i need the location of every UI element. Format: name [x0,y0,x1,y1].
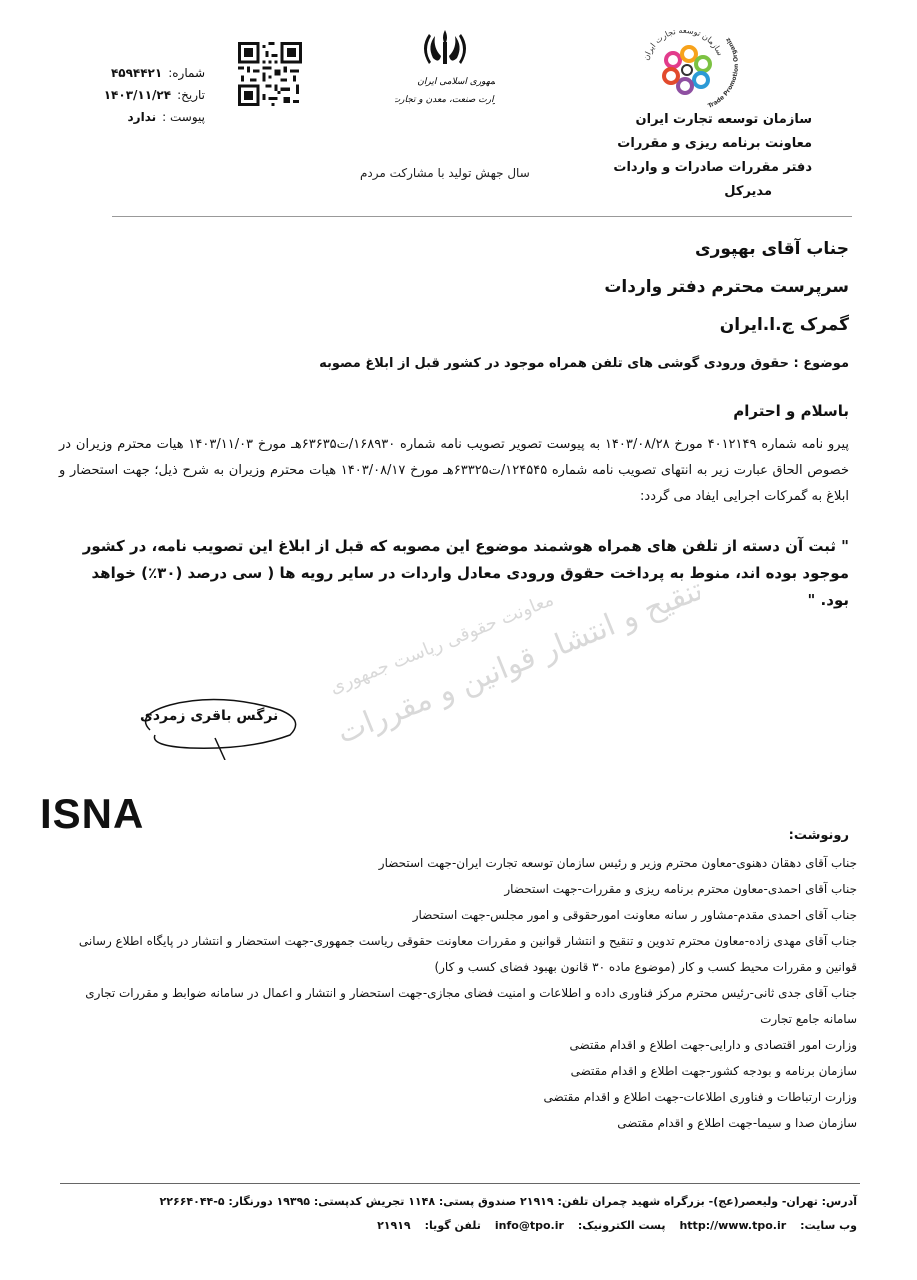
phone-label: تلفن گویا: [424,1219,481,1232]
recipient-org: گمرک ج.ا.ایران [719,315,849,335]
footer-divider [60,1183,860,1184]
attachment-value: ندارد [127,110,157,124]
cc-item: جناب آقای احمدی مقدم-مشاور ر سانه معاونت امورحقوقی و امور مجلس-جهت استحضار [412,908,857,922]
org-office: دفتر مقررات صادرات و واردات [613,160,812,175]
watermark-stamp [300,560,700,800]
signer-name: نرگس باقری زمردی [140,708,279,724]
cc-item: جناب آقای احمدی-معاون محترم برنامه ریزی و مقررات-جهت استحضار [504,882,857,896]
logo-text-en: Trade Promoti rganiz [706,36,739,110]
footer-contacts [57,1214,857,1238]
qr-code [238,42,302,106]
letter-date-row [75,84,205,106]
emblem-icon [424,30,466,64]
cc-item: جناب آقای مهدی زاده-معاون محترم تدوین و تنقیح و انتشار قوانین و مقررات معاونت حقوقی ریاست جمهوری-جهت استحضار و انتشار در پایگاه اطلاع رسانی قوانین و مقررات محیط کسب و کار (موضوع ماده ۳۰ قانون بهبود فضای کسب و کار) [78,934,857,974]
isna-watermark: ISNA [40,790,145,837]
signature-scribble [130,690,310,760]
website-label: وب سایت: [800,1219,857,1232]
watermark-text-2: معاونت حقوقی ریاست جمهوری [326,589,557,699]
emblem-line2: وزارت صنعت، معدن و تجارت [395,95,495,105]
footer [57,1190,857,1238]
cc-item: وزارت امور اقتصادی و دارایی-جهت اطلاع و اقدام مقتضی [569,1038,857,1052]
number-value: ۴۵۹۴۴۲۱ [110,66,163,80]
watermark-text: تنقیح و انتشار قوانین و مقررات [332,572,700,752]
date-label: تاریخ: [177,88,205,102]
cc-item: سازمان صدا و سیما-جهت اطلاع و اقدام مقتضی [617,1116,857,1130]
letter-meta [75,62,205,128]
greeting: باسلام و احترام [733,402,849,420]
org-header [552,108,812,204]
cc-item: جناب آقای جدی ثانی-رئیس محترم مرکز فناوری داده و اطلاعات و امنیت فضای مجازی-جهت استحضار و انتشار و اعمال در سامانه ضوابط و مقررات تجاری سامانه جامع تجارت [85,986,857,1026]
national-emblem [395,22,495,132]
tpo-logo [629,8,739,118]
emblem-line1: جمهوری اسلامی ایران [417,77,495,87]
org-title: مدیرکل [724,184,772,199]
email-label: پست الکترونیک: [577,1219,666,1232]
recipient-title: سرپرست محترم دفتر واردات [604,277,849,297]
letter-body: پیرو نامه شماره ۴۰۱۲۱۴۹ مورخ ۱۴۰۳/۰۸/۲۸ به پیوست تصویر تصویب نامه شماره ۱۶۸۹۳۰/ت۶۳۶۳۵هـ مورخ ۱۴۰۳/۱۱/۰۳ هیات محترم وزیران در خصوص الحاق عبارت زیر به انتهای تصویب نامه شماره ۱۲۴۵۴۵/ت۶۳۳۲۵هـ مورخ ۱۴۰۳/۰۸/۱۷ هیات محترم وزیران به شرح ذیل؛ جهت استحضار و ابلاغ به گمرکات اجرایی ایفاد می گردد: [59,437,849,504]
letter-number-row [75,62,205,84]
letter-subject: موضوع : حقوق ورودی گوشی های تلفن همراه موجود در کشور قبل از ابلاغ مصوبه [319,356,849,371]
cc-list [57,850,857,1136]
cc-item: وزارت ارتباطات و فناوری اطلاعات-جهت اطلاع و اقدام مقتضی [543,1090,857,1104]
letter-attachment-row [75,106,205,128]
recipient-name: جناب آقای بهپوری [695,239,849,259]
date-value: ۱۴۰۳/۱۱/۲۴ [103,88,172,102]
resolution-quote: " ثبت آن دسته از تلفن های همراه هوشمند موضوع این مصوبه که قبل از ابلاغ این تصویب نامه، در کشور موجود بوده اند، منوط به پرداخت حقوق ورودی معادل واردات در سایر رویه ها ( سی درصد (۳۰٪) خواهد بود. " [82,537,849,609]
year-slogan: سال جهش تولید با مشارکت مردم [360,166,530,180]
header-divider [112,216,852,217]
number-label: شماره: [168,66,205,80]
email-link[interactable]: info@tpo.ir [494,1219,564,1232]
footer-address: آدرس: تهران- ولیعصر(عج)- بزرگراه شهید چمران تلفن: ۲۱۹۱۹ صندوق پستی: ۱۱۴۸ تجریش کدپستی: ۱۹۳۹۵ دورنگار: ۵-۲۲۶۶۴۰۴۴ [159,1195,857,1208]
cc-item: جناب آقای دهقان دهنوی-معاون محترم وزیر و رئیس سازمان توسعه تجارت ایران-جهت استحضار [378,856,857,870]
org-name: سازمان توسعه تجارت ایران [635,112,812,127]
recipient-block [449,230,849,344]
website-link[interactable]: http://www.tpo.ir [679,1219,787,1232]
org-deputy: معاونت برنامه ریزی و مقررات [617,136,812,151]
cc-item: سازمان برنامه و بودجه کشور-جهت اطلاع و اقدام مقتضی [570,1064,857,1078]
attachment-label: پیوست : [162,110,205,124]
cc-title: رونوشت: [788,828,849,843]
logo-text: سازمان توسعه تجارت ایران [641,25,725,62]
phone-value: ۲۱۹۱۹ [377,1219,411,1232]
